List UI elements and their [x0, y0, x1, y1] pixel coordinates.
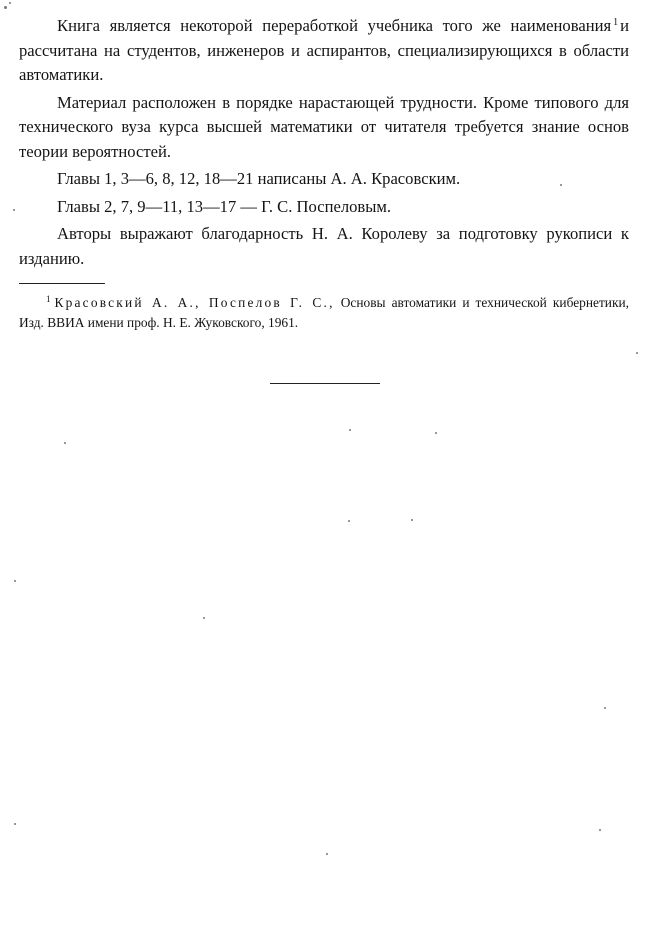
scan-speck [14, 580, 16, 582]
scan-speck [349, 429, 351, 431]
footnote-reference: 1 [613, 17, 619, 28]
paragraph-5: Авторы выражают благодарность Н. А. Королеву за подготовку рукописи к изданию. [19, 224, 629, 268]
scan-speck [560, 184, 562, 186]
paragraph-1-start: Книга является некоторой переработкой учебника того же наименования [57, 16, 612, 35]
scan-speck [64, 442, 66, 444]
footnote-citation: Основы автоматики и технической кибернетики, Изд. ВВИА имени проф. Н. Е. Жуковского, 1961. [19, 295, 629, 330]
scan-speck [604, 707, 606, 709]
paragraph-3: Главы 1, 3—6, 8, 12, 18—21 написаны А. А. Красовским. [57, 169, 461, 188]
scan-speck [4, 6, 7, 9]
scan-speck [9, 2, 11, 4]
footnote-separator [19, 283, 105, 284]
paragraph-4: Главы 2, 7, 9—11, 13—17 — Г. С. Поспеловым. [57, 196, 392, 216]
scan-speck [411, 519, 413, 521]
paragraph-1-end: и рассчитана на студентов, инженеров и аспирантов, специализирующихся в области автоматики. [19, 16, 629, 84]
scan-speck [636, 352, 638, 354]
paragraph-1 [19, 14, 629, 88]
scan-speck [348, 520, 350, 522]
scan-speck [599, 829, 601, 831]
end-divider [270, 383, 380, 384]
footnote-authors: Красовский А. А., Поспелов Г. С., [54, 295, 335, 310]
paragraph-2: Материал расположен в порядке нарастающей трудности. Кроме типового для технического вуза курса высшей математики от читателя требуется знание основ теории вероятностей. [19, 92, 629, 161]
scan-speck [326, 853, 328, 855]
scan-speck [203, 617, 205, 619]
footnote-mark: 1 [46, 294, 51, 304]
scan-speck [13, 209, 15, 211]
preface-text [19, 14, 629, 271]
scan-speck [14, 823, 16, 825]
scan-speck [435, 432, 437, 434]
footnote [19, 293, 629, 333]
